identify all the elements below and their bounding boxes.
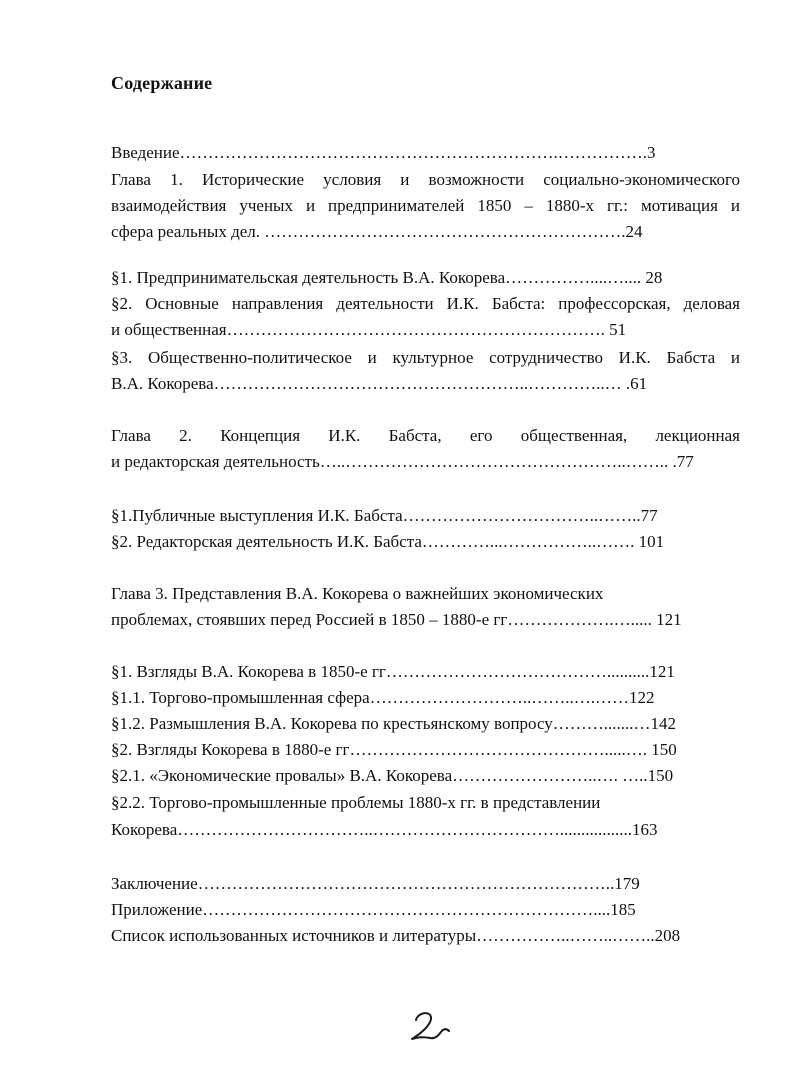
toc-line: §1. Взгляды В.А. Кокорева в 1850-е гг…………………………………..........121 <box>111 662 675 681</box>
toc-line: §1.1. Торгово-промышленная сфера………………………..……..….……122 <box>111 688 655 707</box>
toc-line: Глава 1. Исторические условия и возможности социально-экономического <box>111 170 740 189</box>
toc-line: §2.2. Торгово-промышленные проблемы 1880-х гг. в представлении <box>111 793 601 812</box>
toc-line: Введение………………………………………………………….…………….3 <box>111 143 656 162</box>
toc-line: Кокорева……………………………..…………………………….................163 <box>111 820 658 839</box>
toc-line: §2. Основные направления деятельности И.К. Бабста: профессорская, деловая <box>111 294 740 313</box>
toc-line: §2. Редакторская деятельность И.К. Бабста…………...……………..……. 101 <box>111 532 665 551</box>
toc-line: §1.Публичные выступления И.К. Бабста……………………………..……..77 <box>111 506 658 525</box>
handwritten-page-number <box>408 1010 452 1044</box>
toc-line: Заключение………………………………………………………………..179 <box>111 874 640 893</box>
toc-line: §1. Предпринимательская деятельность В.А. Кокорева……………....….... 28 <box>111 268 663 287</box>
toc-line: Приложение……………………………………………………………....185 <box>111 900 636 919</box>
toc-line: В.А. Кокорева………………………………………………..…………..… .61 <box>111 374 648 393</box>
toc-line: §3. Общественно-политическое и культурное сотрудничество И.К. Бабста и <box>111 348 740 367</box>
toc-line: взаимодействия ученых и предпринимателей 1850 – 1880-х гг.: мотивация и <box>111 196 740 215</box>
toc-line: и общественная…………………………………………………………. 51 <box>111 320 627 339</box>
toc-line: §2.1. «Экономические провалы» В.А. Кокорева……………………..…. …..150 <box>111 766 674 785</box>
toc-title: Содержание <box>111 73 213 93</box>
toc-line: Список использованных источников и литературы……………..……..……..208 <box>111 926 681 945</box>
toc-line: сфера реальных дел. ……………………………………………………….24 <box>111 222 643 241</box>
toc-line: Глава 2. Концепция И.К. Бабста, его общественная, лекционная <box>111 426 740 445</box>
toc-line: и редакторская деятельность…..…………………………………………..…….. .77 <box>111 452 694 471</box>
toc-line: §1.2. Размышления В.А. Кокорева по крестьянскому вопросу……….......…142 <box>111 714 677 733</box>
toc-line: Глава 3. Представления В.А. Кокорева о важнейших экономических <box>111 584 604 603</box>
toc-line: §2. Взгляды Кокорева в 1880-е гг……………………………………….....…. 150 <box>111 740 677 759</box>
toc-line: проблемах, стоявших перед Россией в 1850 – 1880-е гг……………….…..... 121 <box>111 610 682 629</box>
